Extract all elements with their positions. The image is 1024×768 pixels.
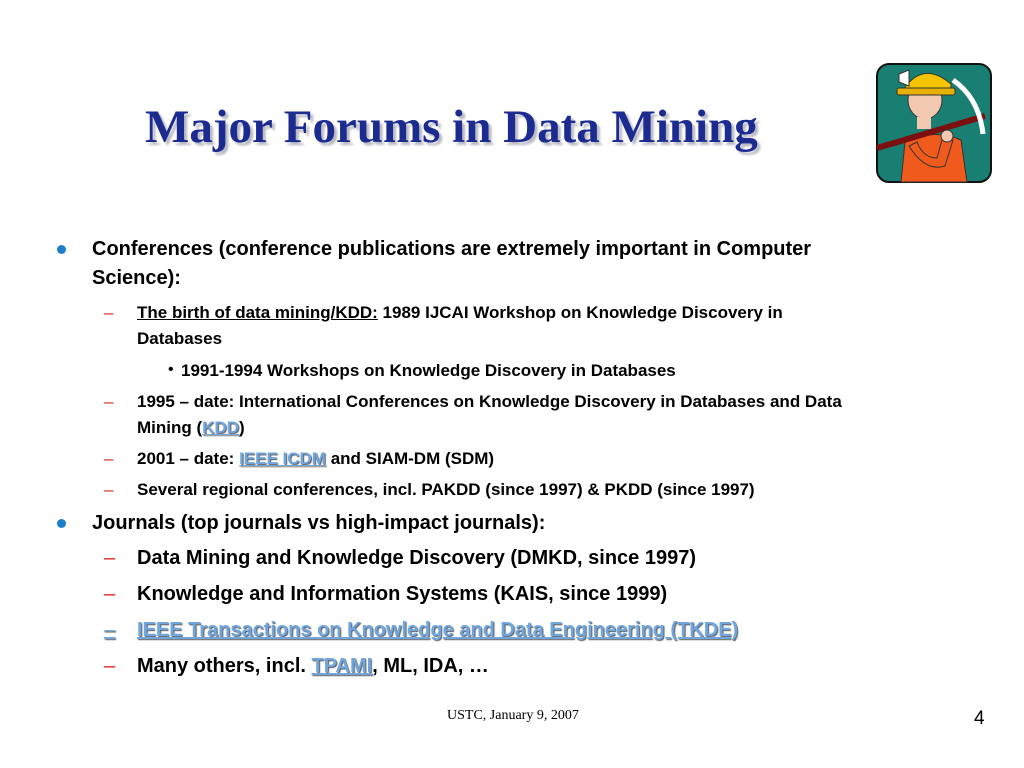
bullet-dot-icon bbox=[57, 519, 66, 528]
footer-text: USTC, January 9, 2007 bbox=[447, 708, 579, 723]
tkde-link[interactable]: IEEE Transactions on Knowledge and Data Engineering (TKDE) bbox=[137, 619, 739, 641]
bullet-dot-icon bbox=[57, 245, 66, 254]
kdd-link[interactable]: KDD bbox=[202, 418, 239, 437]
others-text-rest: , ML, IDA, … bbox=[372, 655, 489, 677]
birth-of-kdd-text: 1989 IJCAI Workshop on Knowledge Discovery in bbox=[377, 303, 783, 322]
dash-marker: – bbox=[104, 619, 116, 641]
dash-marker: – bbox=[104, 480, 114, 499]
slide-title: Major Forums in Data Mining bbox=[145, 101, 758, 153]
kais-item: Knowledge and Information Systems (KAIS, since 1999) bbox=[137, 583, 668, 605]
dash-marker: – bbox=[104, 392, 114, 411]
tpami-link[interactable]: TPAMI bbox=[311, 655, 373, 677]
dash-marker: – bbox=[104, 583, 116, 605]
kdd-conference-close: ) bbox=[239, 418, 245, 437]
dot-marker: • bbox=[168, 361, 174, 378]
icdm-text: 2001 – date: bbox=[137, 449, 240, 468]
birth-of-kdd-item bbox=[137, 303, 783, 323]
ieee-icdm-link[interactable]: IEEE ICDM bbox=[239, 449, 326, 468]
kdd-conference-text: Mining ( bbox=[137, 418, 203, 437]
dash-marker: – bbox=[104, 655, 116, 677]
birth-of-kdd-label: The birth of data mining/KDD: bbox=[137, 303, 378, 322]
dmkd-item: Data Mining and Knowledge Discovery (DMKD, since 1997) bbox=[137, 547, 697, 569]
dash-marker: – bbox=[104, 303, 114, 322]
conferences-heading-line2: Science): bbox=[92, 267, 181, 289]
icdm-text-rest: and SIAM-DM (SDM) bbox=[325, 449, 495, 468]
others-item bbox=[137, 655, 489, 678]
journals-heading: Journals (top journals vs high-impact journals): bbox=[92, 512, 546, 534]
workshops-item: 1991-1994 Workshops on Knowledge Discovery in Databases bbox=[181, 361, 676, 380]
icdm-item bbox=[137, 449, 494, 469]
conferences-heading-line1: Conferences (conference publications are extremely important in Computer bbox=[92, 238, 812, 260]
kdd-conference-line2 bbox=[137, 418, 245, 438]
others-text: Many others, incl. bbox=[137, 655, 312, 677]
birth-of-kdd-text-line2: Databases bbox=[137, 329, 223, 348]
dash-marker: – bbox=[104, 449, 114, 468]
regional-conferences-item: Several regional conferences, incl. PAKDD (since 1997) & PKDD (since 1997) bbox=[137, 480, 755, 499]
kdd-conference-line1: 1995 – date: International Conferences on Knowledge Discovery in Databases and Data bbox=[137, 392, 842, 411]
dash-marker: – bbox=[104, 547, 116, 569]
page-number: 4 bbox=[974, 708, 985, 729]
